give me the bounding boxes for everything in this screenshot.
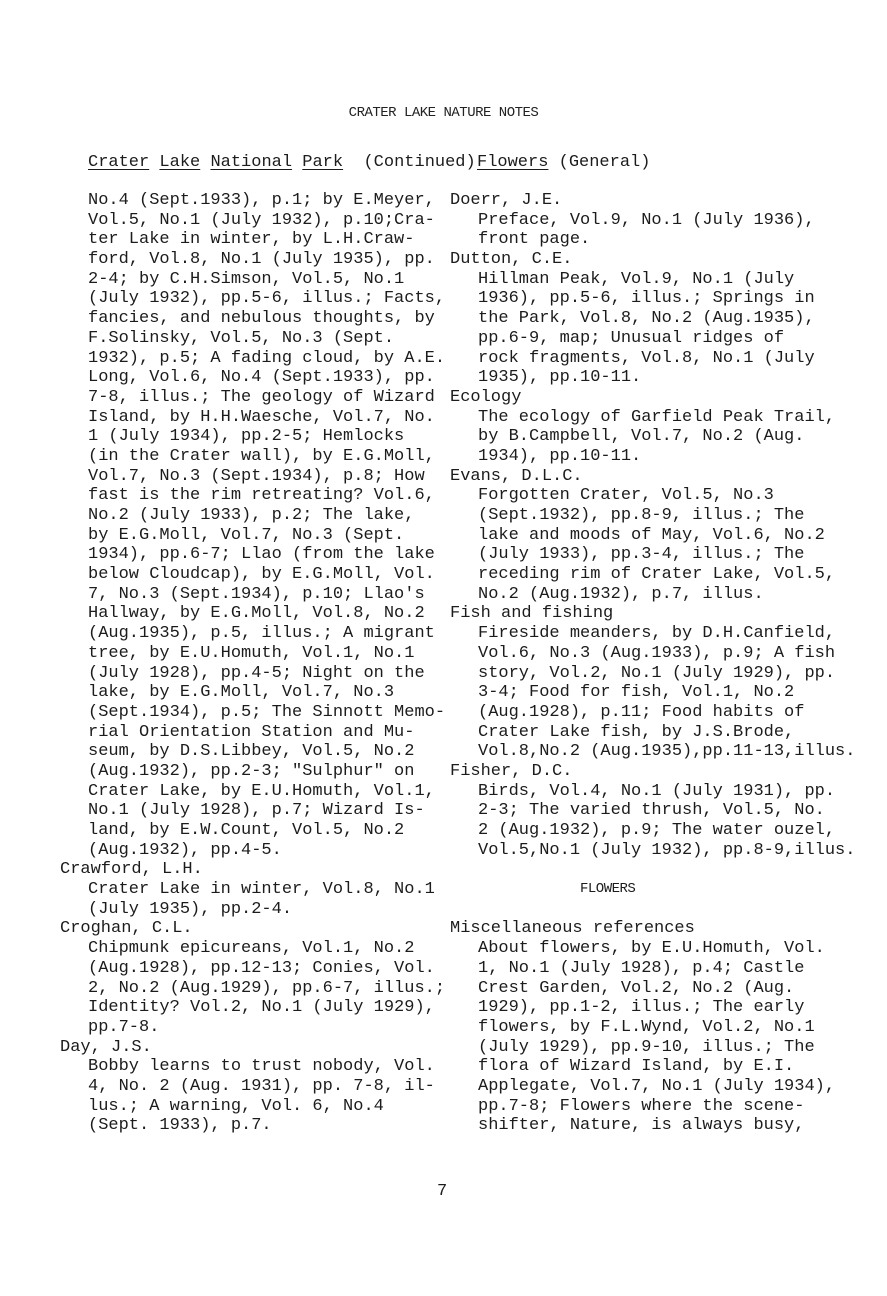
entry-heading: Fish and fishing xyxy=(450,604,614,624)
citation-line: (July 1929), pp.9-10, illus.; The xyxy=(478,1037,815,1057)
heading-word: Crater xyxy=(88,153,150,172)
heading-word: National xyxy=(210,153,293,172)
citation-line: story, Vol.2, No.1 (July 1929), pp. xyxy=(478,663,836,683)
citation-line: Vol.5, No.1 (July 1932), p.10;Cra- xyxy=(88,210,435,230)
citation-line: 1934), pp.10-11. xyxy=(478,446,642,466)
entry-heading: Ecology xyxy=(450,387,522,407)
citation-line: (Sept. 1933), p.7. xyxy=(88,1116,272,1136)
left-column xyxy=(60,191,445,1136)
citation-line: Crest Garden, Vol.2, No.2 (Aug. xyxy=(478,978,795,998)
citation-line: Vol.7, No.3 (Sept.1934), p.8; How xyxy=(88,466,425,486)
citation-line: tree, by E.U.Homuth, Vol.1, No.1 xyxy=(88,643,415,663)
citation-line: 2 (Aug.1932), p.9; The water ouzel, xyxy=(478,821,836,840)
citation-line: Forgotten Crater, Vol.5, No.3 xyxy=(478,486,774,506)
citation-line: land, by E.W.Count, Vol.5, No.2 xyxy=(88,821,405,840)
citation-line: Hillman Peak, Vol.9, No.1 (July xyxy=(478,269,795,289)
entry-heading: Croghan, C.L. xyxy=(60,919,193,939)
citation-line: 1936), pp.5-6, illus.; Springs in xyxy=(478,289,815,309)
citation-line: fast is the rim retreating? Vol.6, xyxy=(88,486,435,506)
citation-line: (Aug.1932), pp.4-5. xyxy=(88,840,282,860)
citation-line: by E.G.Moll, Vol.7, No.3 (Sept. xyxy=(88,525,405,545)
heading-word: Lake xyxy=(159,153,201,172)
citation-line: lake and moods of May, Vol.6, No.2 xyxy=(478,525,825,545)
citation-line: Fireside meanders, by D.H.Canfield, xyxy=(478,624,836,644)
heading-word: Flowers xyxy=(477,153,549,172)
citation-line: 2-4; by C.H.Simson, Vol.5, No.1 xyxy=(88,269,405,289)
citation-line: The ecology of Garfield Peak Trail, xyxy=(478,407,836,427)
citation-line: (Aug.1928), pp.12-13; Conies, Vol. xyxy=(88,958,435,978)
citation-line: below Cloudcap), by E.G.Moll, Vol. xyxy=(88,565,435,585)
citation-line: Birds, Vol.4, No.1 (July 1931), pp. xyxy=(478,781,836,801)
spacer xyxy=(450,860,855,880)
spacer xyxy=(450,900,855,920)
citation-line: pp.6-9, map; Unusual ridges of xyxy=(478,328,785,348)
citation-line: Island, by H.H.Waesche, Vol.7, No. xyxy=(88,407,435,427)
citation-line: receding rim of Crater Lake, Vol.5, xyxy=(478,565,836,585)
citation-line: Bobby learns to trust nobody, Vol. xyxy=(88,1057,435,1077)
citation-line: ter Lake in winter, by L.H.Craw- xyxy=(88,230,415,250)
citation-line: 1932), p.5; A fading cloud, by A.E. xyxy=(88,348,446,368)
citation-line: Crater Lake in winter, Vol.8, No.1 xyxy=(88,880,435,900)
citation-line: (Aug.1932), pp.2-3; "Sulphur" on xyxy=(88,761,415,781)
citation-line: pp.7-8; Flowers where the scene- xyxy=(478,1096,805,1116)
citation-line: flora of Wizard Island, by E.I. xyxy=(478,1057,795,1077)
citation-line: lus.; A warning, Vol. 6, No.4 xyxy=(88,1096,384,1116)
citation-line: rock fragments, Vol.8, No.1 (July xyxy=(478,348,815,368)
entry-heading: Evans, D.L.C. xyxy=(450,466,583,486)
citation-line: Vol.5,No.1 (July 1932), pp.8-9,illus. xyxy=(478,840,856,860)
citation-line: the Park, Vol.8, No.2 (Aug.1935), xyxy=(478,309,815,329)
citation-line: Applegate, Vol.7, No.1 (July 1934), xyxy=(478,1076,836,1096)
citation-line: 1934), pp.6-7; Llao (from the lake xyxy=(88,545,435,565)
entry-heading: Day, J.S. xyxy=(60,1037,152,1057)
citation-line: No.2 (Aug.1932), p.7, illus. xyxy=(478,584,764,604)
citation-line: rial Orientation Station and Mu- xyxy=(88,722,415,742)
citation-line: seum, by D.S.Libbey, Vol.5, No.2 xyxy=(88,742,415,762)
citation-line: by B.Campbell, Vol.7, No.2 (Aug. xyxy=(478,427,805,447)
citation-line: Identity? Vol.2, No.1 (July 1929), xyxy=(88,998,435,1018)
citation-line: 1935), pp.10-11. xyxy=(478,368,642,388)
citation-line: Hallway, by E.G.Moll, Vol.8, No.2 xyxy=(88,604,425,624)
citation-line: 7-8, illus.; The geology of Wizard xyxy=(88,387,435,407)
citation-line: 3-4; Food for fish, Vol.1, No.2 xyxy=(478,683,795,703)
entry-heading: Fisher, D.C. xyxy=(450,761,573,781)
citation-line: Crater Lake fish, by J.S.Brode, xyxy=(478,722,795,742)
citation-line: No.1 (July 1928), p.7; Wizard Is- xyxy=(88,801,425,821)
entry-heading: Dutton, C.E. xyxy=(450,250,573,270)
left-column-heading xyxy=(88,153,476,173)
citation-line: 1 (July 1934), pp.2-5; Hemlocks xyxy=(88,427,405,447)
citation-line: Chipmunk epicureans, Vol.1, No.2 xyxy=(88,939,415,959)
citation-line: fancies, and nebulous thoughts, by xyxy=(88,309,435,329)
citation-line: Crater Lake, by E.U.Homuth, Vol.1, xyxy=(88,781,435,801)
citation-line: (July 1933), pp.3-4, illus.; The xyxy=(478,545,805,565)
citation-line: ford, Vol.8, No.1 (July 1935), pp. xyxy=(88,250,435,270)
citation-line: Preface, Vol.9, No.1 (July 1936), xyxy=(478,210,815,230)
entry-heading: Doerr, J.E. xyxy=(450,191,563,210)
citation-line: About flowers, by E.U.Homuth, Vol. xyxy=(478,939,825,959)
citation-line: 2, No.2 (Aug.1929), pp.6-7, illus.; xyxy=(88,978,446,998)
citation-line: Vol.6, No.3 (Aug.1933), p.9; A fish xyxy=(478,643,836,663)
citation-line: front page. xyxy=(478,230,591,250)
heading-word: Park xyxy=(302,153,344,172)
entry-heading: Crawford, L.H. xyxy=(60,860,203,880)
citation-line: Vol.8,No.2 (Aug.1935),pp.11-13,illus. xyxy=(478,742,856,762)
citation-line: (Sept.1934), p.5; The Sinnott Memo- xyxy=(88,702,446,722)
citation-line: (Aug.1928), p.11; Food habits of xyxy=(478,702,805,722)
citation-line: shifter, Nature, is always busy, xyxy=(478,1116,805,1136)
citation-line: No.2 (July 1933), p.2; The lake, xyxy=(88,506,415,525)
heading-suffix: (General) xyxy=(558,153,651,172)
citation-line: No.4 (Sept.1933), p.1; by E.Meyer, xyxy=(88,191,435,210)
page-number: 7 xyxy=(437,1182,448,1201)
citation-line: 4, No. 2 (Aug. 1931), pp. 7-8, il- xyxy=(88,1076,435,1096)
citation-line: (Sept.1932), pp.8-9, illus.; The xyxy=(478,506,805,525)
right-column-heading xyxy=(477,153,650,173)
citation-line: (in the Crater wall), by E.G.Moll, xyxy=(88,446,435,466)
citation-line: Long, Vol.6, No.4 (Sept.1933), pp. xyxy=(88,368,435,388)
citation-line: F.Solinsky, Vol.5, No.3 (Sept. xyxy=(88,328,395,348)
citation-line: 1, No.1 (July 1928), p.4; Castle xyxy=(478,958,805,978)
entry-heading: Miscellaneous references xyxy=(450,919,695,939)
section-title: FLOWERS xyxy=(580,881,636,898)
citation-line: lake, by E.G.Moll, Vol.7, No.3 xyxy=(88,683,395,703)
citation-line: (July 1932), pp.5-6, illus.; Facts, xyxy=(88,289,446,309)
citation-line: flowers, by F.L.Wynd, Vol.2, No.1 xyxy=(478,1017,815,1037)
citation-line: (July 1928), pp.4-5; Night on the xyxy=(88,663,425,683)
page-header: CRATER LAKE NATURE NOTES xyxy=(348,105,539,121)
citation-line: (Aug.1935), p.5, illus.; A migrant xyxy=(88,624,435,644)
citation-line: (July 1935), pp.2-4. xyxy=(88,899,293,919)
citation-line: 1929), pp.1-2, illus.; The early xyxy=(478,998,805,1018)
citation-line: pp.7-8. xyxy=(88,1017,160,1037)
right-column xyxy=(450,191,855,1136)
heading-suffix: (Continued) xyxy=(363,153,476,172)
citation-line: 7, No.3 (Sept.1934), p.10; Llao's xyxy=(88,584,425,604)
citation-line: 2-3; The varied thrush, Vol.5, No. xyxy=(478,801,825,821)
